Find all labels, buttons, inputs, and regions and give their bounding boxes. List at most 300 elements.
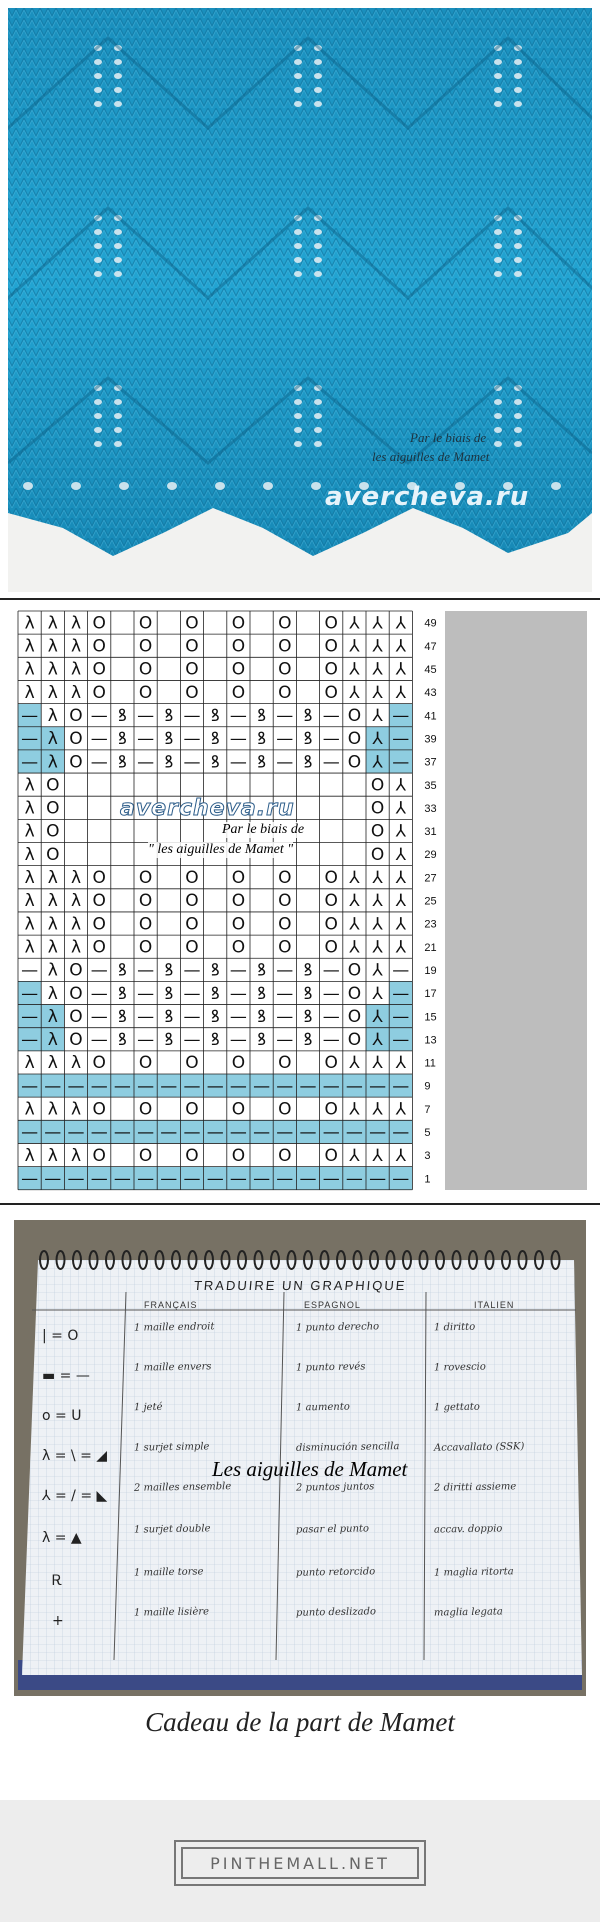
- svg-text:—: —: [229, 705, 247, 726]
- svg-text:O: O: [138, 682, 153, 703]
- svg-text:ꝸ: ꝸ: [164, 729, 174, 750]
- svg-text:λ: λ: [24, 659, 35, 680]
- svg-text:—: —: [21, 752, 39, 773]
- chart-watermark-line1: Par le biais de: [222, 822, 305, 837]
- svg-text:—: —: [369, 1122, 387, 1143]
- chart-row-number: 39: [424, 733, 437, 746]
- svg-text:O: O: [370, 775, 385, 796]
- svg-text:—: —: [90, 1122, 108, 1143]
- svg-text:—: —: [253, 1122, 271, 1143]
- svg-text:—: —: [183, 1168, 201, 1189]
- svg-text:λ: λ: [47, 1145, 58, 1166]
- svg-text:⅄: ⅄: [372, 1030, 383, 1051]
- svg-text:—: —: [137, 1122, 155, 1143]
- svg-text:λ: λ: [70, 914, 82, 935]
- svg-text:ꝸ: ꝸ: [303, 983, 313, 1004]
- svg-text:O: O: [185, 868, 199, 889]
- svg-text:O: O: [185, 1099, 199, 1120]
- svg-text:λ: λ: [47, 983, 58, 1004]
- svg-text:λ: λ: [47, 960, 58, 981]
- svg-text:λ: λ: [47, 636, 58, 657]
- svg-text:⅄: ⅄: [349, 1099, 360, 1120]
- svg-text:—: —: [392, 1168, 410, 1189]
- svg-text:ꝸ: ꝸ: [117, 752, 127, 773]
- svg-text:λ: λ: [47, 659, 58, 680]
- svg-text:—: —: [113, 1168, 131, 1189]
- svg-text:—: —: [392, 1122, 410, 1143]
- svg-text:ꝸ: ꝸ: [210, 1006, 220, 1027]
- svg-text:λ: λ: [70, 891, 82, 912]
- svg-text:—: —: [137, 1006, 155, 1027]
- svg-text:ꝸ: ꝸ: [164, 960, 174, 981]
- svg-text:⅄: ⅄: [372, 636, 383, 657]
- svg-text:O: O: [278, 636, 292, 657]
- svg-text:—: —: [392, 1030, 410, 1051]
- svg-text:—: —: [253, 1076, 271, 1097]
- svg-text:⅄: ⅄: [372, 1006, 383, 1027]
- notebook-cell-it: 1 diritto: [433, 1321, 476, 1334]
- svg-text:O: O: [92, 682, 106, 703]
- svg-text:O: O: [138, 1053, 153, 1074]
- svg-text:⅄: ⅄: [372, 1099, 383, 1120]
- svg-text:O: O: [138, 1145, 153, 1166]
- chart-row-number: 47: [424, 640, 437, 653]
- svg-text:⅄: ⅄: [372, 752, 383, 773]
- svg-text:O: O: [231, 682, 246, 703]
- svg-text:—: —: [392, 960, 410, 981]
- svg-text:λ: λ: [47, 914, 58, 935]
- svg-text:—: —: [44, 1122, 62, 1143]
- chart-row-number: 45: [424, 664, 437, 677]
- chart-row-number: 33: [424, 802, 437, 815]
- separator-line: [0, 1203, 600, 1205]
- notebook-cell-fr: 1 jeté: [133, 1401, 163, 1414]
- svg-text:O: O: [92, 868, 106, 889]
- svg-text:—: —: [369, 1168, 387, 1189]
- svg-text:λ: λ: [24, 891, 35, 912]
- svg-text:O: O: [69, 705, 83, 726]
- chart-row-number: 11: [424, 1057, 436, 1070]
- svg-text:λ: λ: [24, 636, 35, 657]
- svg-text:λ: λ: [47, 1030, 58, 1051]
- svg-text:—: —: [322, 1006, 340, 1027]
- chart-row-number: 23: [424, 918, 437, 931]
- svg-text:O: O: [347, 1030, 362, 1051]
- svg-text:—: —: [90, 1168, 108, 1189]
- svg-text:ꝸ: ꝸ: [303, 1030, 313, 1051]
- svg-text:O: O: [347, 1006, 362, 1027]
- svg-text:—: —: [137, 1076, 155, 1097]
- svg-text:λ: λ: [47, 937, 58, 958]
- svg-text:—: —: [322, 1122, 340, 1143]
- svg-text:⅄: ⅄: [395, 844, 406, 865]
- notebook-cell-it: 1 rovescio: [433, 1361, 486, 1374]
- svg-text:ꝸ: ꝸ: [257, 1030, 267, 1051]
- svg-text:⅄: ⅄: [372, 613, 383, 634]
- svg-text:⅄: ⅄: [395, 821, 406, 842]
- svg-text:—: —: [90, 960, 108, 981]
- svg-text:—: —: [392, 1006, 410, 1027]
- svg-text:O: O: [138, 868, 153, 889]
- svg-text:—: —: [253, 1168, 271, 1189]
- svg-text:⅄: ⅄: [395, 636, 406, 657]
- svg-text:ꝸ: ꝸ: [164, 983, 174, 1004]
- svg-text:O: O: [185, 659, 199, 680]
- notebook-cell-es: 2 puntos juntos: [295, 1481, 375, 1494]
- svg-text:o = U: o = U: [42, 1408, 82, 1424]
- chart-row-number: 1: [424, 1173, 431, 1186]
- svg-text:ꝸ: ꝸ: [303, 729, 313, 750]
- svg-text:—: —: [183, 1030, 201, 1051]
- notebook-title: TRADUIRE UN GRAPHIQUE: [193, 1278, 408, 1293]
- notebook-cell-es: pasar el punto: [295, 1523, 370, 1536]
- column-french: FRANÇAIS: [144, 1300, 198, 1310]
- svg-text:O: O: [278, 659, 292, 680]
- svg-text:λ: λ: [70, 613, 82, 634]
- svg-text:λ: λ: [47, 1053, 58, 1074]
- svg-text:—: —: [90, 705, 108, 726]
- svg-text:λ: λ: [47, 891, 58, 912]
- svg-text:λ: λ: [70, 1145, 82, 1166]
- svg-text:—: —: [229, 1076, 247, 1097]
- svg-text:—: —: [90, 752, 108, 773]
- svg-text:O: O: [370, 844, 385, 865]
- svg-text:O: O: [278, 868, 292, 889]
- svg-text:O: O: [92, 914, 106, 935]
- svg-text:λ: λ: [47, 682, 58, 703]
- svg-text:—: —: [229, 1030, 247, 1051]
- notebook-cell-fr: 1 maille endroit: [133, 1321, 215, 1334]
- svg-text:O: O: [92, 1099, 106, 1120]
- svg-text:⅄: ⅄: [349, 659, 360, 680]
- svg-text:λ: λ: [24, 798, 35, 819]
- svg-text:O: O: [92, 891, 106, 912]
- svg-text:O: O: [92, 613, 106, 634]
- notebook-cell-fr: 1 maille torse: [133, 1566, 204, 1579]
- knitting-chart[interactable]: [8, 608, 592, 1193]
- notebook-watermark: Les aiguilles de Mamet: [212, 1457, 408, 1481]
- svg-text:O: O: [231, 1145, 246, 1166]
- svg-text:—: —: [276, 960, 294, 981]
- svg-text:O: O: [324, 636, 338, 657]
- svg-text:ꝸ: ꝸ: [164, 705, 174, 726]
- chart-row-number: 27: [424, 872, 437, 885]
- svg-text:—: —: [183, 752, 201, 773]
- svg-text:⅄: ⅄: [349, 613, 360, 634]
- svg-text:—: —: [229, 1122, 247, 1143]
- svg-text:⅄ = / = ◣: ⅄ = / = ◣: [42, 1488, 108, 1504]
- chart-row-number: 7: [424, 1103, 431, 1116]
- svg-text:O: O: [138, 1099, 153, 1120]
- notebook-cell-it: maglia legata: [433, 1606, 503, 1619]
- svg-text:O: O: [46, 844, 60, 865]
- svg-text:⅄: ⅄: [372, 729, 383, 750]
- svg-text:ꝸ: ꝸ: [210, 729, 220, 750]
- svg-text:O: O: [347, 752, 362, 773]
- notebook-cell-fr: 1 maille lisière: [133, 1606, 210, 1619]
- svg-text:O: O: [324, 868, 338, 889]
- svg-text:—: —: [322, 983, 340, 1004]
- svg-text:ꝸ: ꝸ: [257, 705, 267, 726]
- svg-text:—: —: [276, 1122, 294, 1143]
- svg-text:O: O: [370, 798, 385, 819]
- svg-text:λ: λ: [24, 844, 35, 865]
- svg-text:λ: λ: [47, 613, 58, 634]
- svg-text:⅄: ⅄: [395, 1145, 406, 1166]
- svg-text:ꝸ: ꝸ: [210, 1030, 220, 1051]
- pinthemall-logo[interactable]: [174, 1840, 426, 1886]
- chart-row-number: 9: [424, 1080, 431, 1093]
- notebook-cell-es: 1 aumento: [295, 1401, 350, 1414]
- svg-text:⅄: ⅄: [372, 682, 383, 703]
- svg-text:—: —: [183, 729, 201, 750]
- svg-text:⅄: ⅄: [395, 1053, 406, 1074]
- svg-text:—: —: [276, 983, 294, 1004]
- svg-text:O: O: [69, 729, 83, 750]
- notebook-cell-fr: 1 maille envers: [133, 1361, 212, 1374]
- svg-text:ꝸ: ꝸ: [257, 983, 267, 1004]
- notebook-photo[interactable]: [14, 1220, 586, 1696]
- svg-text:O: O: [278, 1145, 292, 1166]
- svg-text:O: O: [278, 1099, 292, 1120]
- svg-text:⅄: ⅄: [349, 868, 360, 889]
- svg-text:—: —: [160, 1076, 178, 1097]
- svg-text:O: O: [231, 613, 246, 634]
- svg-text:—: —: [90, 729, 108, 750]
- svg-text:⅄: ⅄: [372, 705, 383, 726]
- svg-text:O: O: [231, 868, 246, 889]
- chart-site-watermark: avercheva.ru: [120, 796, 295, 821]
- svg-text:λ: λ: [70, 636, 82, 657]
- chart-row-number: 37: [424, 756, 437, 769]
- chart-row-number: 31: [424, 826, 437, 839]
- svg-text:—: —: [229, 983, 247, 1004]
- svg-text:O: O: [92, 1053, 106, 1074]
- svg-text:⅄: ⅄: [395, 798, 406, 819]
- svg-text:O: O: [138, 891, 153, 912]
- svg-text:ꝸ: ꝸ: [303, 705, 313, 726]
- svg-text:O: O: [278, 914, 292, 935]
- svg-text:—: —: [345, 1122, 363, 1143]
- svg-text:O: O: [324, 659, 338, 680]
- svg-text:⅄: ⅄: [395, 682, 406, 703]
- chart-row-number: 13: [424, 1034, 437, 1047]
- svg-text:λ: λ: [24, 682, 35, 703]
- svg-text:⅄: ⅄: [372, 1053, 383, 1074]
- svg-text:λ: λ: [24, 1145, 35, 1166]
- svg-text:⅄: ⅄: [372, 891, 383, 912]
- svg-text:⅄: ⅄: [372, 1145, 383, 1166]
- svg-text:—: —: [322, 729, 340, 750]
- svg-text:—: —: [276, 752, 294, 773]
- svg-text:ꝸ: ꝸ: [117, 983, 127, 1004]
- svg-text:O: O: [370, 821, 385, 842]
- svg-text:—: —: [90, 983, 108, 1004]
- svg-text:O: O: [69, 983, 83, 1004]
- svg-text:λ: λ: [47, 729, 58, 750]
- svg-text:—: —: [21, 1168, 39, 1189]
- svg-text:λ: λ: [47, 752, 58, 773]
- svg-text:—: —: [113, 1076, 131, 1097]
- photo-site-watermark: avercheva.ru: [325, 482, 530, 512]
- svg-text:ꝸ: ꝸ: [164, 752, 174, 773]
- svg-text:—: —: [392, 729, 410, 750]
- svg-text:O: O: [92, 636, 106, 657]
- svg-text:λ: λ: [24, 868, 35, 889]
- svg-text:λ: λ: [24, 1099, 35, 1120]
- svg-text:—: —: [183, 1122, 201, 1143]
- svg-text:⅄: ⅄: [372, 659, 383, 680]
- svg-text:—: —: [206, 1168, 224, 1189]
- svg-text:⅄: ⅄: [349, 914, 360, 935]
- svg-text:ꝸ: ꝸ: [164, 1030, 174, 1051]
- svg-text:⅄: ⅄: [372, 983, 383, 1004]
- chart-row-number: 3: [424, 1150, 431, 1163]
- svg-text:O: O: [324, 937, 338, 958]
- svg-text:ꝸ: ꝸ: [303, 1006, 313, 1027]
- svg-text:—: —: [276, 1030, 294, 1051]
- chart-row-number: 17: [424, 988, 437, 1001]
- svg-text:O: O: [185, 1053, 199, 1074]
- svg-text:—: —: [21, 705, 39, 726]
- svg-text:—: —: [67, 1168, 85, 1189]
- svg-text:λ: λ: [24, 613, 35, 634]
- svg-text:λ: λ: [47, 1099, 58, 1120]
- svg-text:O: O: [278, 937, 292, 958]
- svg-text:—: —: [276, 1006, 294, 1027]
- svg-text:O: O: [231, 914, 246, 935]
- chart-row-number: 49: [424, 617, 437, 630]
- svg-text:λ: λ: [70, 937, 82, 958]
- chart-row-number: 25: [424, 895, 437, 908]
- svg-text:—: —: [345, 1076, 363, 1097]
- column-spanish: ESPAGNOL: [304, 1300, 361, 1310]
- svg-text:O: O: [231, 636, 246, 657]
- svg-text:—: —: [322, 1076, 340, 1097]
- svg-text:⅄: ⅄: [395, 891, 406, 912]
- svg-text:—: —: [322, 1030, 340, 1051]
- svg-text:λ = ▲: λ = ▲: [42, 1530, 82, 1546]
- svg-text:λ: λ: [70, 1053, 82, 1074]
- svg-text:λ = \ = ◢: λ = \ = ◢: [42, 1448, 108, 1464]
- svg-text:O: O: [347, 705, 362, 726]
- svg-text:O: O: [347, 983, 362, 1004]
- svg-text:λ: λ: [24, 914, 35, 935]
- chart-row-number: 21: [424, 941, 437, 954]
- svg-text:λ: λ: [70, 682, 82, 703]
- svg-text:⅄: ⅄: [372, 868, 383, 889]
- notebook-cell-es: 1 punto revés: [295, 1361, 366, 1374]
- svg-text:O: O: [138, 613, 153, 634]
- svg-text:λ: λ: [47, 868, 58, 889]
- svg-text:—: —: [229, 1168, 247, 1189]
- svg-text:—: —: [392, 752, 410, 773]
- svg-text:—: —: [322, 705, 340, 726]
- chart-row-number: 19: [424, 964, 437, 977]
- svg-text:O: O: [46, 821, 60, 842]
- svg-text:—: —: [183, 960, 201, 981]
- svg-text:ꝸ: ꝸ: [117, 960, 127, 981]
- svg-text:λ: λ: [70, 868, 82, 889]
- svg-text:O: O: [324, 914, 338, 935]
- svg-text:ꝸ: ꝸ: [257, 752, 267, 773]
- chart-row-number: 15: [424, 1011, 437, 1024]
- chart-row-number: 43: [424, 687, 437, 700]
- svg-text:O: O: [231, 659, 246, 680]
- svg-text:⅄: ⅄: [395, 659, 406, 680]
- chart-row-number: 41: [424, 710, 437, 723]
- logo-text: PINTHEMALL.NET: [210, 1853, 390, 1873]
- svg-text:—: —: [392, 983, 410, 1004]
- svg-text:O: O: [185, 682, 199, 703]
- svg-text:O: O: [347, 960, 362, 981]
- svg-text:λ: λ: [24, 1053, 35, 1074]
- chart-row-number: 5: [424, 1127, 431, 1140]
- svg-text:λ: λ: [24, 821, 35, 842]
- chart-gray-panel: [445, 611, 587, 1190]
- svg-text:—: —: [21, 729, 39, 750]
- svg-text:—: —: [21, 1122, 39, 1143]
- svg-text:—: —: [206, 1122, 224, 1143]
- notebook-cell-it: 1 maglia ritorta: [433, 1566, 514, 1579]
- notebook-cell-es: punto retorcido: [295, 1566, 376, 1579]
- svg-text:ꝸ: ꝸ: [117, 1030, 127, 1051]
- svg-text:ꝸ: ꝸ: [257, 729, 267, 750]
- svg-text:—: —: [44, 1168, 62, 1189]
- svg-text:O: O: [138, 937, 153, 958]
- svg-text:Ꭱ: Ꭱ: [52, 1573, 63, 1589]
- notebook-cell-it: accav. doppio: [433, 1523, 503, 1536]
- svg-text:O: O: [231, 937, 246, 958]
- photo-watermark-line2: les aiguilles de Mamet: [372, 449, 490, 464]
- svg-text:—: —: [322, 752, 340, 773]
- svg-text:ꝸ: ꝸ: [257, 960, 267, 981]
- notebook-cell-es: 1 punto derecho: [295, 1321, 380, 1334]
- photo-watermark-line1: Par le biais de: [410, 430, 487, 445]
- chart-watermark-line2: " les aiguilles de Mamet ": [148, 842, 294, 857]
- notebook-cell-fr: 2 mailles ensemble: [133, 1481, 232, 1494]
- logo-inner-frame: [181, 1847, 419, 1879]
- svg-text:—: —: [276, 705, 294, 726]
- svg-text:—: —: [137, 960, 155, 981]
- svg-text:O: O: [347, 729, 362, 750]
- svg-text:ꝸ: ꝸ: [117, 729, 127, 750]
- separator-line: [0, 598, 600, 600]
- svg-text:—: —: [137, 1030, 155, 1051]
- svg-text:λ: λ: [24, 775, 35, 796]
- svg-text:—: —: [21, 1076, 39, 1097]
- svg-text:—: —: [183, 1006, 201, 1027]
- svg-text:⅄: ⅄: [395, 1099, 406, 1120]
- notebook-cell-it: 1 gettato: [433, 1401, 480, 1414]
- svg-text:—: —: [322, 1168, 340, 1189]
- svg-text:ꝸ: ꝸ: [257, 1006, 267, 1027]
- svg-text:—: —: [44, 1076, 62, 1097]
- svg-text:⅄: ⅄: [395, 937, 406, 958]
- svg-text:O: O: [324, 1145, 338, 1166]
- svg-text:λ: λ: [47, 705, 58, 726]
- svg-text:O: O: [231, 1099, 246, 1120]
- svg-text:O: O: [185, 636, 199, 657]
- svg-text:—: —: [345, 1168, 363, 1189]
- svg-text:⅄: ⅄: [372, 937, 383, 958]
- svg-text:ꝸ: ꝸ: [210, 752, 220, 773]
- svg-text:—: —: [90, 1030, 108, 1051]
- svg-text:—: —: [137, 705, 155, 726]
- svg-text:—: —: [183, 1076, 201, 1097]
- svg-text:⅄: ⅄: [349, 636, 360, 657]
- svg-text:O: O: [278, 1053, 292, 1074]
